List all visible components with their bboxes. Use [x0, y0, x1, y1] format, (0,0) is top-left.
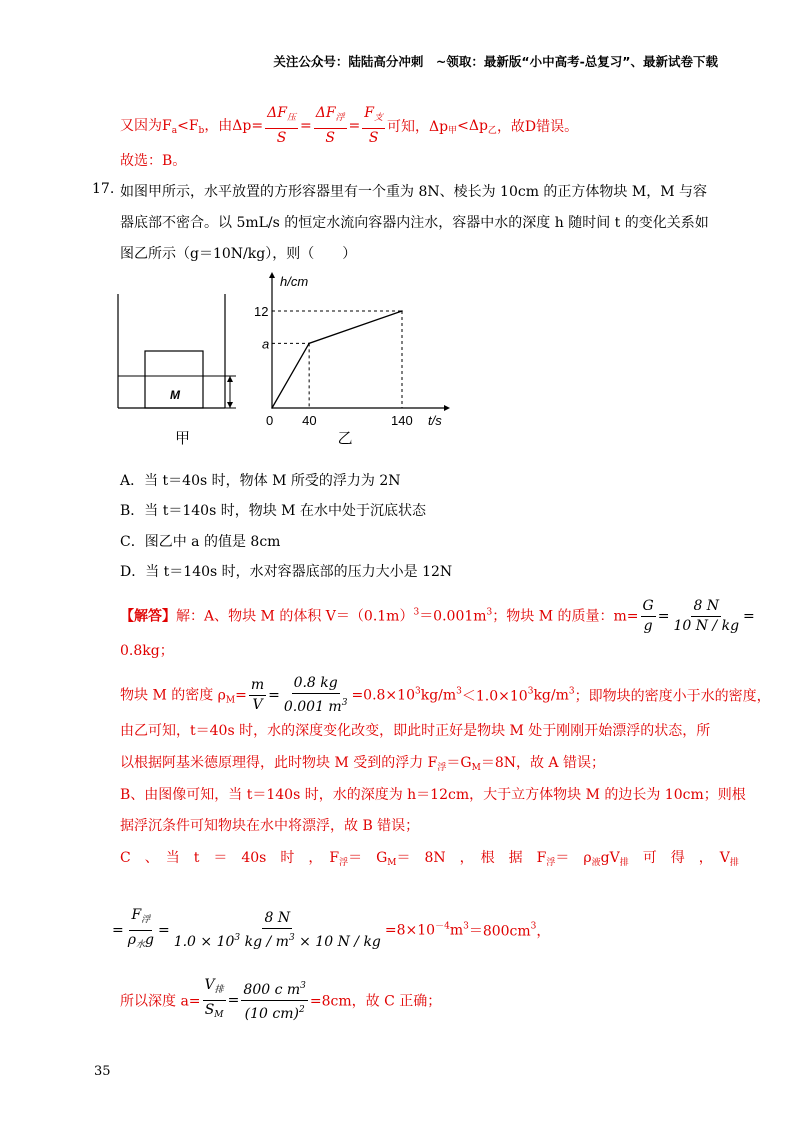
solution-line-4: 由乙可知，t＝40s 时，水的深度变化改变，即此时正好是物块 M 处于刚刚开始漂浮的状态，所: [120, 723, 711, 739]
solution-line-2: 0.8kg；: [120, 643, 174, 659]
data-point: [271, 407, 273, 409]
question-line-1: 如图甲所示，水平放置的方形容器里有一个重为 8N、棱长为 10cm 的正方体物块 M，M 与容: [120, 184, 708, 200]
solution-line-10: 所以深度 a= $\frac{V_排}{S_M}$ = $\frac{800 c m^3}{(10 cm)^2}$ =8cm，故 C 正确；: [120, 977, 442, 1022]
series-line-h: [272, 311, 402, 408]
option-b: B．当 t＝140s 时，物块 M 在水中处于沉底状态: [120, 503, 426, 519]
solution-line-3: 物块 M 的密度 $\rho_M=$ $\frac{m}{V}$ = $\frac{0.8 kg}{0.001 m^3}$ $=0.8\times 10^3kg/m^3<1.0\times 10^3kg/m^3$；即物块的密度小于水的密度，: [120, 675, 771, 715]
prev-reasoning-line: 又因为$F_a<F_b$，由Δp= $\frac{\Delta F_压}{S}$ = $\frac{\Delta F_浮}{S}$ = $\frac{F_支}{S}$ 可知，$\Delta p_甲<\Delta p_乙$，故D错误。: [120, 105, 579, 146]
solution-line-6: B、由图像可知，当 t＝140s 时，水的深度为 h＝12cm，大于立方体物块 M 的边长为 10cm；则根: [120, 787, 746, 803]
x-tick-140: 140: [391, 413, 413, 428]
data-point: [308, 343, 310, 345]
option-c: C．图乙中 a 的值是 8cm: [120, 534, 281, 550]
question-line-2: 器底部不密合。以 5mL/s 的恒定水流向容器内注水，容器中水的深度 h 随时间 t 的变化关系如: [120, 215, 709, 231]
y-tick-12: 12: [254, 304, 269, 319]
x-tick-40: 40: [302, 413, 317, 428]
depth-arrow-top: [227, 376, 233, 382]
x-axis-label: t/s: [428, 413, 442, 428]
prev-answer: 故选：B。: [120, 153, 187, 169]
question-line-3: 图乙所示（g＝10N/kg），则（ ）: [120, 246, 357, 262]
depth-arrow-bottom: [227, 402, 233, 408]
y-axis-arrow: [269, 272, 275, 278]
solution-line-5: 以根据阿基米德原理得，此时物块 M 受到的浮力 $F_浮=G_M=8N$，故 A 错误；: [120, 755, 605, 773]
option-d: D．当 t＝140s 时，水对容器底部的压力大小是 12N: [120, 564, 453, 580]
option-a: A．当 t＝40s 时，物体 M 所受的浮力为 2N: [120, 473, 401, 489]
block-label: M: [170, 388, 180, 402]
x-axis-arrow: [444, 405, 450, 411]
depth-time-chart: [248, 268, 458, 453]
page-header: 关注公众号：陆陆高分冲刺 ~领取：最新版“小中高考-总复习”、最新试卷下载: [273, 54, 718, 69]
solution-line-8: C 、 当 t ＝ 40s 时 ， $F_浮=$ $G_M=$ 8N ， 根 据 $F_浮=$ $\rho_液gV_排$ 可 得 ， $V_排$: [120, 850, 739, 868]
solution-line-1: 【解答】解：A、物块 M 的体积 $V=(0.1m)^3=0.001m^3$；物块 M 的质量：m= $\frac{G}{g}$ = $\frac{8 N}{10 N / kg}$ =: [120, 598, 755, 634]
y-tick-a: a: [262, 336, 270, 352]
origin-label: 0: [266, 413, 274, 428]
figure-container-diagram: [112, 288, 242, 448]
y-axis-label: h/cm: [280, 274, 309, 289]
question-number: 17.: [92, 181, 115, 197]
figure-label-jia: 甲: [175, 430, 191, 447]
data-point: [401, 310, 403, 312]
figure-label-yi: 乙: [337, 430, 353, 447]
page-number: 35: [94, 1064, 111, 1079]
solution-line-9: = $\frac{F_浮}{\rho_水g}$ = $\frac{8 N}{1.0 \times 10^3 kg / m^3 \times 10 N / kg}$ $=8\times 10^{-4}m^3=800cm^3$，: [112, 907, 551, 950]
solution-line-7: 据浮沉条件可知物块在水中将漂浮，故 B 错误；: [120, 818, 420, 834]
